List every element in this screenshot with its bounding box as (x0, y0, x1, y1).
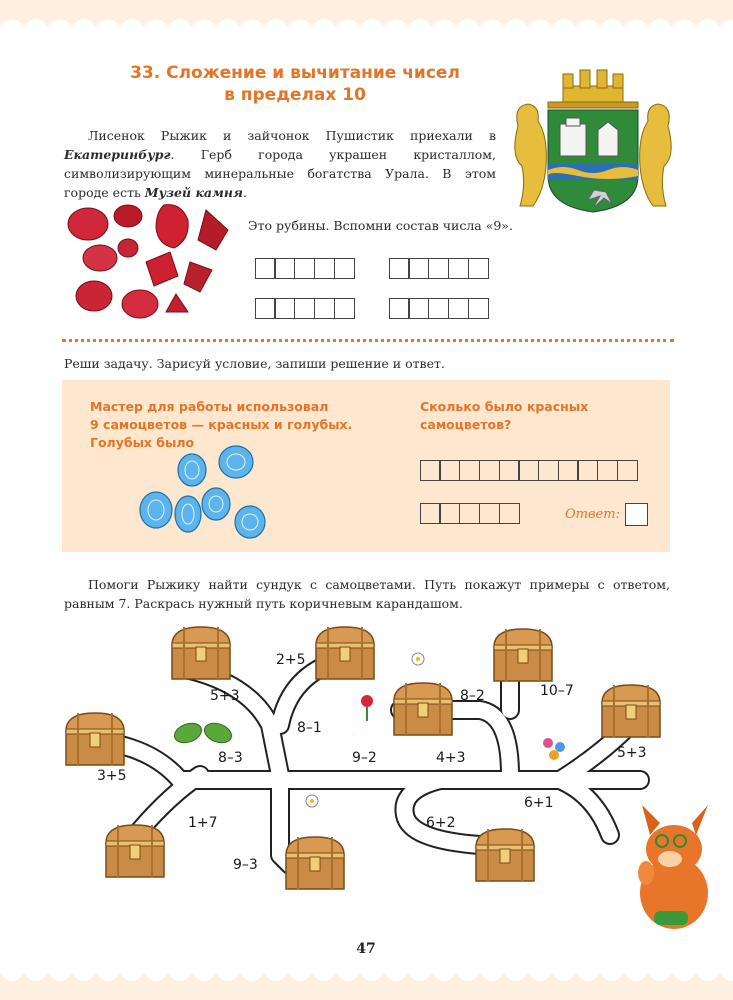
problem-line-2: 9 самоцветов — красных и голубых. (90, 417, 353, 432)
rubies-image (66, 200, 231, 325)
treasure-chest-icon (494, 629, 552, 681)
bear-icon (515, 104, 547, 206)
answer-cells-1[interactable] (256, 258, 355, 279)
example-1-plus-7: 1+7 (188, 815, 218, 831)
fox-icon (638, 805, 708, 929)
dotted-divider (62, 339, 674, 342)
museum-name: Музей камня (144, 185, 243, 200)
answer-box[interactable] (625, 503, 648, 526)
answer-cells-2[interactable] (390, 258, 489, 279)
sapphire-icon (140, 446, 265, 538)
example-5-plus-3: 5+3 (210, 688, 240, 704)
intro-text-3: . (242, 185, 247, 200)
example-10-minus-7: 10–7 (540, 683, 574, 699)
example-3-plus-5: 3+5 (97, 768, 127, 784)
flowers-icon (543, 738, 565, 760)
problem-line-3: Голубых было (90, 435, 195, 450)
crown-icon (548, 70, 638, 108)
treasure-chest-icon (286, 837, 344, 889)
example-9-minus-2: 9–2 (352, 750, 377, 766)
tulip-icon (361, 695, 373, 721)
city-name: Екатеринбург (64, 147, 171, 162)
example-6-plus-2: 6+2 (426, 815, 456, 831)
lesson-title (110, 62, 480, 106)
leaves-icon (172, 720, 234, 746)
ruby-icon (68, 205, 228, 318)
page-number: 47 (343, 928, 389, 970)
lesson-title-line1: 33. Сложение и вычитание чисел (130, 63, 460, 83)
lesson-title-line2: в пределах 10 (224, 85, 366, 105)
intro-text-1: Лисенок Рыжик и зайчонок Пушистик приехали в (88, 128, 496, 143)
maze-instruction: Помоги Рыжику найти сундук с самоцветами. Путь покажут примеры с ответом, равным 7. Раскрась нужный путь коричневым карандашом. (64, 577, 670, 611)
question-line-1: Сколько было красных (420, 399, 589, 414)
example-8-minus-2: 8–2 (460, 688, 485, 704)
coat-of-arms-image (508, 66, 678, 216)
task-instruction: Реши задачу. Зарисуй условие, запиши решение и ответ. (64, 356, 445, 371)
question-text (420, 398, 640, 434)
example-8-minus-1: 8–1 (297, 720, 322, 736)
treasure-chest-icon (106, 825, 164, 877)
treasure-chest-icon (394, 683, 452, 735)
solution-cells[interactable] (421, 460, 638, 481)
example-2-plus-5: 2+5 (276, 652, 306, 668)
sable-icon (640, 104, 672, 206)
problem-line-1: Мастер для работы использовал (90, 399, 329, 414)
example-4-plus-3: 4+3 (436, 750, 466, 766)
sapphires-image (132, 442, 282, 542)
question-line-2: самоцветов? (420, 417, 512, 432)
intro-text-2: . Герб города украшен кристаллом, символизирующим минеральные богатства Урала. В этом городе есть (64, 147, 496, 200)
rubies-caption: Это рубины. Вспомни состав числа «9». (248, 218, 513, 233)
equation-cells[interactable] (421, 503, 520, 524)
example-5-plus-3-right: 5+3 (617, 745, 647, 761)
treasure-chest-icon (66, 713, 124, 765)
example-8-minus-3: 8–3 (218, 750, 243, 766)
answer-label: Ответ: (565, 507, 620, 522)
intro-paragraph (64, 126, 496, 202)
treasure-chest-icon (316, 627, 374, 679)
treasure-chest-icon (476, 829, 534, 881)
treasure-chest-icon (172, 627, 230, 679)
treasure-maze (40, 615, 733, 935)
answer-cells-3[interactable] (256, 298, 355, 319)
answer-cells-4[interactable] (390, 298, 489, 319)
example-6-plus-1: 6+1 (524, 795, 554, 811)
treasure-chest-icon (602, 685, 660, 737)
example-9-minus-3: 9–3 (233, 857, 258, 873)
shield-icon (548, 110, 638, 212)
